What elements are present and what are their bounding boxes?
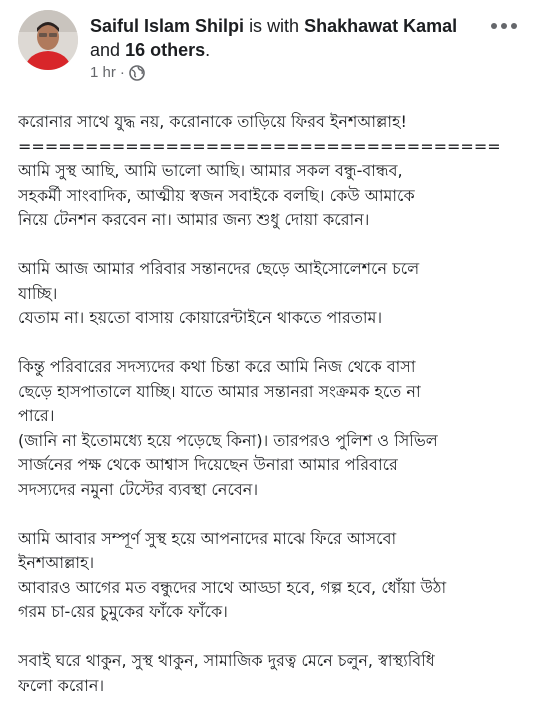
meta-separator: ·: [119, 64, 125, 81]
text-line: গরম চা-য়ের চুমুকের ফাঁকে ফাঁকে।: [18, 602, 228, 621]
avatar[interactable]: [18, 10, 78, 70]
dot-icon: [511, 23, 517, 29]
text-line: ছেড়ে হাসপাতালে যাচ্ছি। যাতে আমার সন্তানরা সংক্রমক হতে না: [18, 381, 421, 401]
post-paragraph: [18, 257, 526, 331]
text-line: আমি সুস্থ আছি, আমি ভালো আছি। আমার সকল বন্ধু-বান্ধব,: [18, 161, 403, 180]
post-header: [18, 10, 522, 90]
and-text: and: [90, 40, 121, 60]
dot-icon: [501, 23, 507, 29]
text-line: আমি আবার সম্পূর্ণ সুস্থ হয়ে আপনাদের মাঝে ফিরে আসবো: [18, 528, 397, 548]
tagged-friend[interactable]: Shakhawat Kamal: [304, 16, 458, 36]
text-line: যেতাম না। হয়তো বাসায় কোয়ারেন্টাইনে থাকতে পারতাম।: [18, 308, 383, 327]
text-line: সহকর্মী সাংবাদিক, আত্মীয় স্বজন সবাইকে বলছি। কেউ আমাকে: [18, 185, 415, 205]
author-name[interactable]: Saiful Islam Shilpi: [90, 16, 245, 36]
dot-icon: [491, 23, 497, 29]
more-options-icon[interactable]: [486, 14, 522, 38]
post-author-line: [90, 14, 470, 62]
text-line: সার্জনের পক্ষ থেকে আশ্বাস দিয়েছেন উনারা আমার পরিবারে: [18, 455, 398, 474]
text-line: সদস্যদের নমুনা টেস্টের ব্যবস্থা নেবেন।: [18, 479, 259, 499]
tagged-others-link[interactable]: 16 others: [125, 40, 206, 60]
text-line: (জানি না ইতোমধ্যে হয়ে পড়েছে কিনা)। তারপরও পুলিশ ও সিভিল: [18, 430, 438, 450]
post-paragraph: [18, 110, 526, 233]
text-line: ====================================: [18, 136, 501, 156]
period: .: [205, 40, 211, 60]
text-line: আবারও আগের মত বন্ধুদের সাথে আড্ডা হবে, গল্প হবে, ধোঁয়া উঠা: [18, 577, 447, 597]
text-line: নিয়ে টেনশন করবেন না। আমার জন্য শুধু দোয়া করোন।: [18, 210, 370, 229]
text-line: কিন্তু পরিবারের সদস্যদের কথা চিন্তা করে আমি নিজ থেকে বাসা: [18, 357, 416, 376]
post-content: [18, 110, 526, 723]
text-line: যাচ্ছি।: [18, 283, 58, 303]
globe-icon[interactable]: [129, 65, 145, 81]
post-paragraph: [18, 527, 526, 625]
text-line: পারে।: [18, 406, 55, 425]
text-line: আমি আজ আমার পরিবার সন্তানদের ছেড়ে আইসোলেশনে চলে: [18, 259, 420, 278]
text-line: ইনশআল্লাহ।: [18, 553, 95, 572]
profile-photo-icon: [18, 10, 78, 70]
with-text: is with: [249, 16, 300, 36]
post-paragraph: [18, 649, 526, 698]
text-line: ফলো করোন।: [18, 675, 105, 695]
text-line: সবাই ঘরে থাকুন, সুস্থ থাকুন, সামাজিক দুরত্ব মেনে চলুন, স্বাস্থ্যবিধি: [18, 651, 435, 670]
post-paragraph: [18, 355, 526, 502]
text-line: করোনার সাথে যুদ্ধ নয়, করোনাকে তাড়িয়ে ফিরব ইনশআল্লাহ!: [18, 112, 407, 131]
post-time[interactable]: 1 hr: [90, 64, 116, 81]
post-meta: [90, 64, 145, 81]
